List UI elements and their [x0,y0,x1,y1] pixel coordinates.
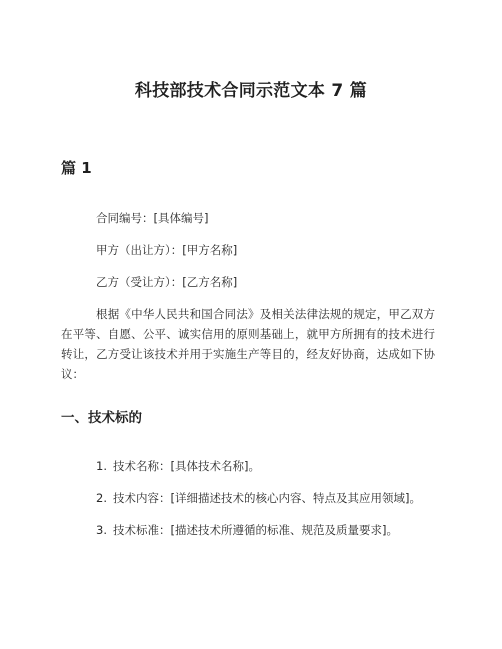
subheading-technical-subject: 一、技术标的 [61,410,142,426]
list-item [96,458,260,474]
list-item-number: 3. [96,523,107,537]
list-item [96,522,398,538]
list-item-number: 1. [96,459,107,473]
list-item-number: 2. [96,491,107,505]
contract-number-field: 合同编号：[具体编号] [96,211,209,225]
list-item-text: 技术内容：[详细描述技术的核心内容、特点及其应用领域]。 [113,491,421,505]
preamble-paragraph: 根据《中华人民共和国合同法》及相关法律法规的规定，甲乙双方在平等、自愿、公平、诚实信用的原则基础上，就甲方所拥有的技术进行转让，乙方受让该技术并用于实施生产等目的，经友好协商，达成如下协议： [61,307,435,381]
list-item-text: 技术名称：[具体技术名称]。 [113,459,260,473]
party-b-field: 乙方（受让方）：[乙方名称] [96,275,238,289]
list-item [96,490,421,506]
list-item-text: 技术标准：[描述技术所遵循的标准、规范及质量要求]。 [113,523,398,537]
document-title: 科技部技术合同示范文本 7 篇 [134,81,368,101]
party-a-field: 甲方（出让方）：[甲方名称] [96,243,238,257]
section-heading: 篇 1 [61,159,92,177]
